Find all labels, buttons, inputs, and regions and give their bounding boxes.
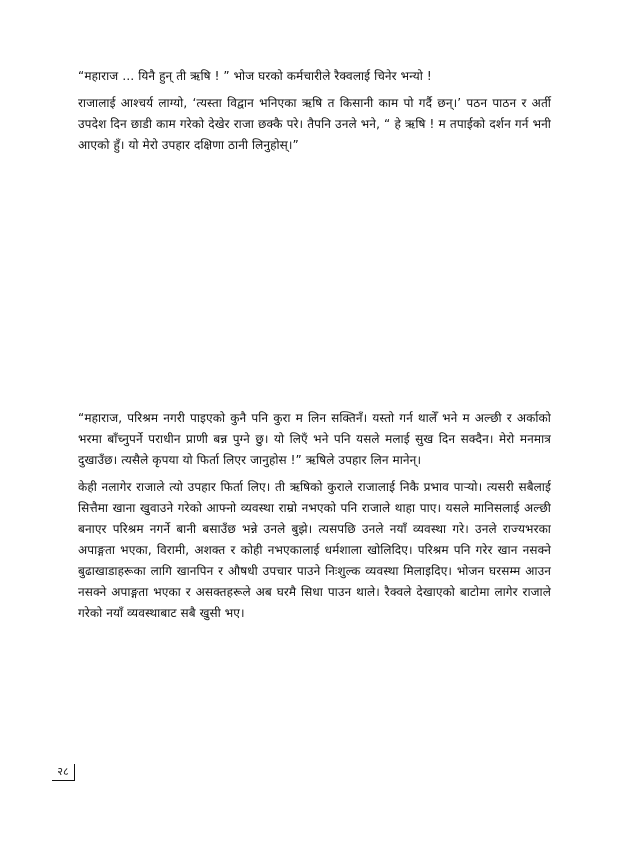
text-block-bottom [78,408,551,624]
text-block-top [78,66,551,156]
paragraph: “महाराज, परिश्रम नगरी पाइएको कुनै पनि कुरा म लिन सक्तिनँ। यस्तो गर्न थालेँ भने म अल्छी र अर्काको भरमा बाँच्नुपर्ने पराधीन प्राणी बन्न पुग्ने छु। यो लिएँ भने पनि यसले मलाई सुख दिन सक्दैन। मेरो मनमात्र दुखाउँछ। त्यसैले कृपया यो फिर्ता लिएर जानुहोस !” ऋषिले उपहार लिन मानेन्। [78,411,551,467]
paragraph: “महाराज … यिनै हुन् ती ऋषि ! ” भोज घरको कर्मचारीले रैक्वलाई चिनेर भन्यो ! [78,69,432,83]
page-number: २८ [52,764,75,781]
paragraph: राजालाई आश्चर्य लाग्यो, ‘त्यस्ता विद्वान भनिएका ऋषि त किसानी काम पो गर्दै छन्।’ पठन पाठन र अर्ती उपदेश दिन छाडी काम गरेको देखेर राजा छक्कै परे। तैपनि उनले भने, “ हे ऋषि ! म तपाईको दर्शन गर्न भनी आएको हुँ। यो मेरो उपहार दक्षिणा ठानी लिनुहोस्।” [78,96,551,152]
paragraph: केही नलागेर राजाले त्यो उपहार फिर्ता लिए। ती ऋषिको कुराले राजालाई निकै प्रभाव पाऱ्यो। त्यसरी सबैलाई सित्तैमा खाना खुवाउने गरेको आफ्नो व्यवस्था राम्रो नभएको पनि राजाले थाहा पाए। यसले मानिसलाई अल्छी बनाएर परिश्रम नगर्ने बानी बसाउँछ भन्ने उनले बुझे। त्यसपछि उनले नयाँ व्यवस्था गरे। उनले राज्यभरका अपाङ्गता भएका, विरामी, अशक्त र कोही नभएकालाई धर्मशाला खोलिदिए। परिश्रम पनि गरेर खान नसक्ने बुढाखाडाहरूका लागि खानपिन र औषधी उपचार पाउने निःशुल्क व्यवस्था मिलाइदिए। भोजन घरसम्म आउन नसक्ने अपाङ्गता भएका र असक्तहरूले अब घरमै सिधा पाउन थाले। रैक्वले देखाएको बाटोमा लागेर राजाले गरेको नयाँ व्यवस्थाबाट सबै खुसी भए। [78,480,551,620]
